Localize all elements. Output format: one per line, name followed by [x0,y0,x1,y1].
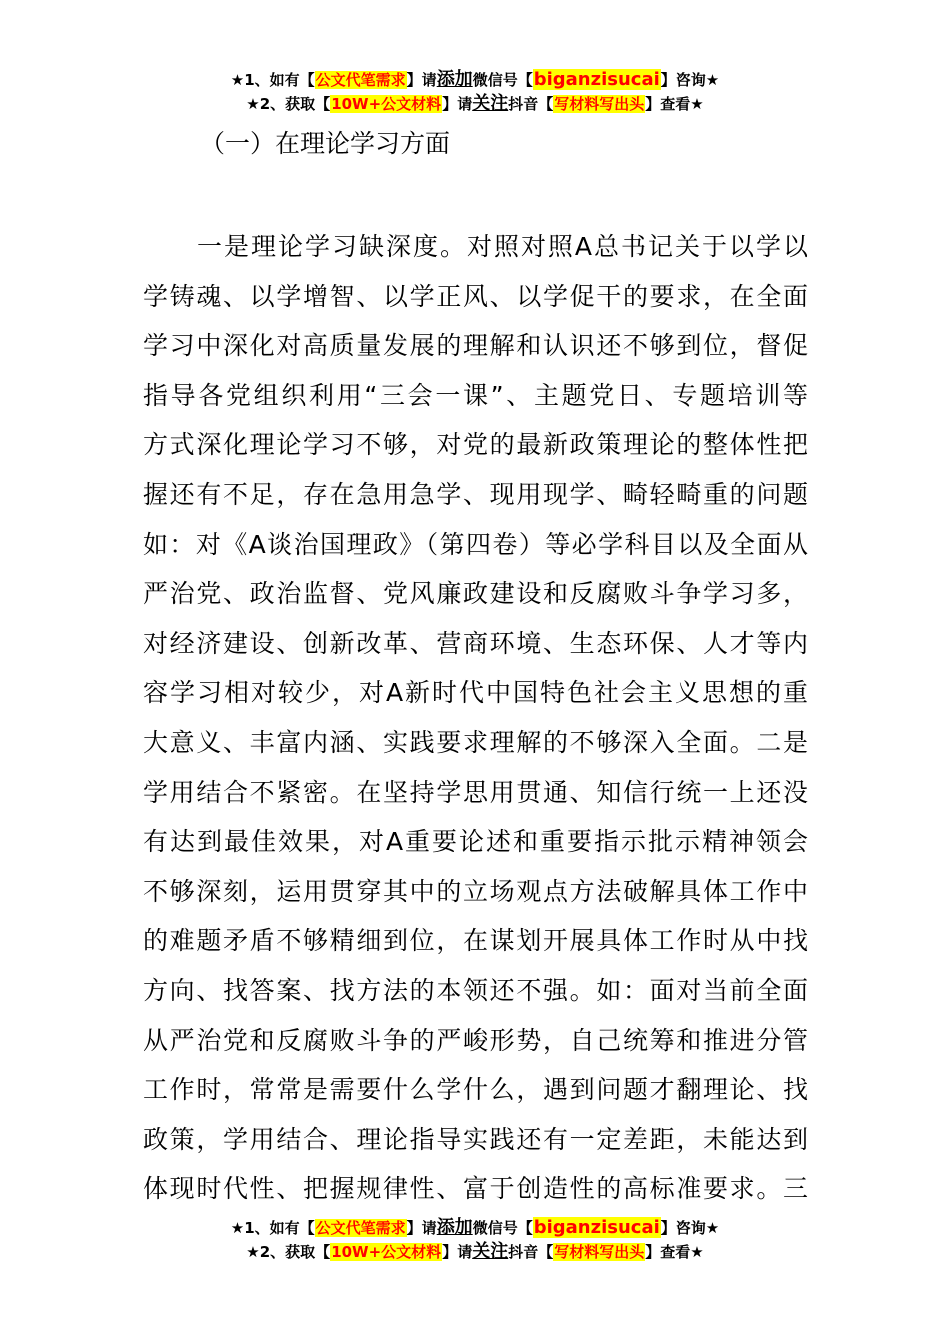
section-heading: （一）在理论学习方面 [200,129,451,158]
highlight-douyin: 写材料写出头 [554,95,645,113]
promo-text: ★1、如有【 [230,1219,315,1237]
promo-text: 】请 [442,1243,473,1261]
highlight-service: 公文代笔需求 [315,71,406,89]
promo-text: 】请 [442,95,473,113]
paragraph-line: 学习中深化对高质量发展的理解和认识还不够到位，督促 [143,331,808,361]
paragraph-line: 从严治党和反腐败斗争的严峻形势，自己统筹和推进分管 [143,1025,808,1055]
promo-text: 抖音【 [508,95,554,113]
promo-text: 微信号【 [472,71,533,89]
paragraph-line: 握还有不足，存在急用急学、现用现学、畸轻畸重的问题 [143,479,808,509]
paragraph-line: 有达到最佳效果，对A重要论述和重要指示批示精神领会 [143,827,808,857]
paragraph-line: 严治党、政治监督、党风廉政建设和反腐败斗争学习多， [143,579,808,609]
paragraph-line: 大意义、丰富内涵、实践要求理解的不够深入全面。二是 [143,727,808,757]
paragraph-line: 学用结合不紧密。在坚持学思用贯通、知信行统一上还没 [143,777,808,807]
paragraph-line: 对经济建设、创新改革、营商环境、生态环保、人才等内 [143,628,808,658]
paragraph-line: 如：对《A谈治国理政》（第四卷）等必学科目以及全面从 [143,529,808,559]
promo-text: ★1、如有【 [230,71,315,89]
promo-banner-bottom [0,1216,950,1264]
underlined-text: 添加 [436,69,473,90]
paragraph-line: 政策，学用结合、理论指导实践还有一定差距，未能达到 [143,1124,808,1154]
promo-text: 】查看★ [645,95,704,113]
underlined-text: 关注 [472,93,509,114]
promo-text: ★2、获取【 [246,95,331,113]
promo-line-1 [0,68,950,92]
highlight-service: 公文代笔需求 [315,1219,406,1237]
promo-banner-top [0,68,950,116]
paragraph-line: 容学习相对较少，对A新时代中国特色社会主义思想的重 [143,678,808,708]
promo-line-2 [0,1240,950,1264]
promo-text: 抖音【 [508,1243,554,1261]
promo-line-1 [0,1216,950,1240]
promo-text: 】请 [406,1219,437,1237]
paragraph-line: 指导各党组织利用“三会一课”、主题党日、专题培训等 [143,380,808,410]
paragraph-line: 不够深刻，运用贯穿其中的立场观点方法破解具体工作中 [143,876,808,906]
paragraph-line: 的难题矛盾不够精细到位，在谋划开展具体工作时从中找 [143,926,808,956]
highlight-wechat-id: biganzisucai [533,1217,660,1238]
paragraph-line: 一是理论学习缺深度。对照对照A总书记关于以学以 [197,232,808,261]
paragraph-line: 方式深化理论学习不够，对党的最新政策理论的整体性把 [143,430,808,460]
highlight-douyin: 写材料写出头 [554,1243,645,1261]
paragraph-line: 方向、找答案、找方法的本领还不强。如：面对当前全面 [143,975,808,1005]
body-paragraph [143,222,808,1214]
underlined-text: 添加 [436,1217,473,1238]
promo-text: 】咨询★ [660,71,720,89]
promo-text: 】咨询★ [660,1219,720,1237]
paragraph-line: 工作时，常常是需要什么学什么，遇到问题才翻理论、找 [143,1075,808,1105]
underlined-text: 关注 [472,1241,509,1262]
promo-text: ★2、获取【 [246,1243,331,1261]
promo-text: 】查看★ [645,1243,704,1261]
paragraph-line: 学铸魂、以学增智、以学正风、以学促干的要求，在全面 [143,281,808,311]
promo-text: 微信号【 [472,1219,533,1237]
paragraph-line: 体现时代性、把握规律性、富于创造性的高标准要求。三 [143,1174,808,1204]
highlight-materials: 10W+公文材料 [331,95,442,113]
highlight-wechat-id: biganzisucai [533,69,660,90]
promo-line-2 [0,92,950,116]
promo-text: 】请 [406,71,437,89]
highlight-materials: 10W+公文材料 [331,1243,442,1261]
